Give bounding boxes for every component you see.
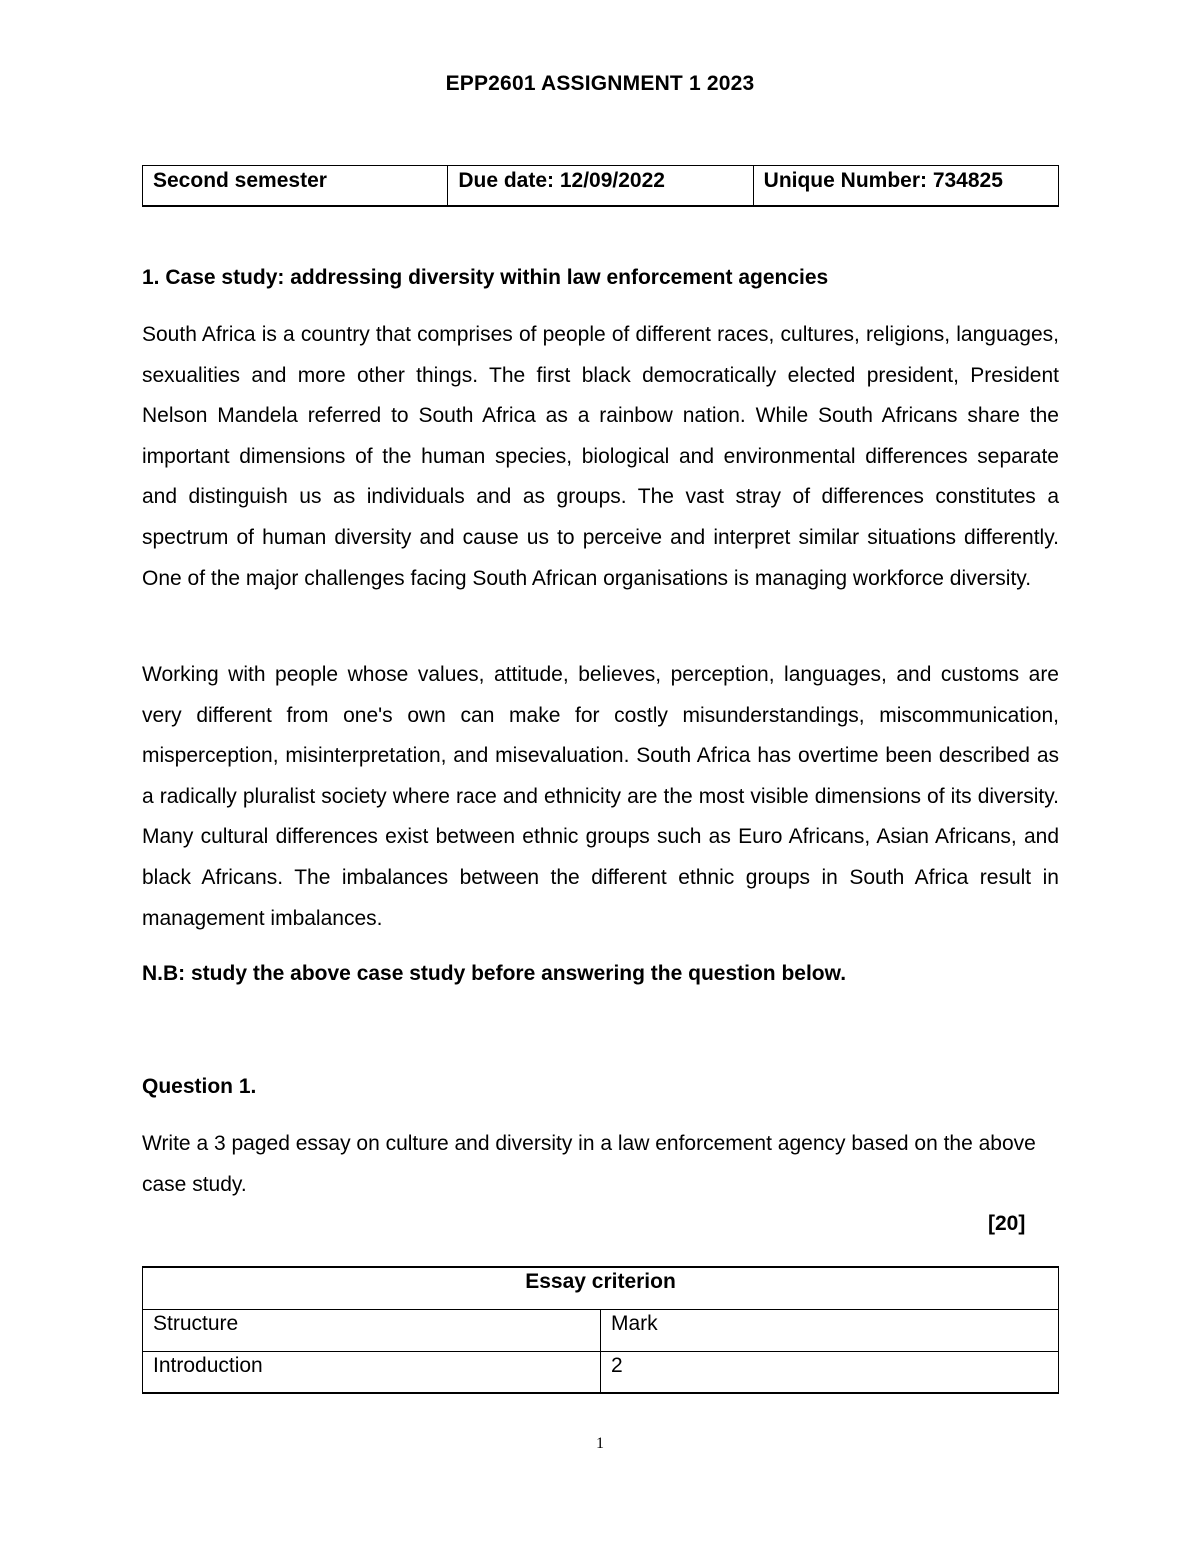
case-study-paragraph-1: South Africa is a country that comprises of people of different races, cultures, religions, languages, sexualities and more other things. The first black democratically elected president, President Nelson Mandela referred to South Africa as a rainbow nation. While South Africans share the important dimensions of the human species, biological and environmental differences separate and distinguish us as individuals and as groups. The vast stray of differences constitutes a spectrum of human diversity and cause us to perceive and interpret similar situations differently. One of the major challenges facing South African organisations is managing workforce diversity. (142, 323, 1059, 590)
assignment-info-table (142, 165, 1059, 207)
case-study-note: N.B: study the above case study before answering the question below. (142, 962, 847, 985)
document-title: EPP2601 ASSIGNMENT 1 2023 (445, 72, 755, 95)
question-text: Write a 3 paged essay on culture and diversity in a law enforcement agency based on the above case study. (142, 1132, 1036, 1196)
criterion-title-row (143, 1267, 1059, 1309)
semester-cell: Second semester (143, 166, 448, 206)
question-heading: Question 1. (142, 1075, 257, 1098)
page-number: 1 (596, 1435, 604, 1452)
criterion-mark-cell: 2 (601, 1351, 1059, 1393)
essay-criterion-table (142, 1266, 1059, 1394)
unique-number-cell: Unique Number: 734825 (753, 166, 1058, 206)
question-marks: [20] (988, 1212, 1026, 1235)
criterion-table-title: Essay criterion (143, 1267, 1059, 1309)
case-study-paragraph-2: Working with people whose values, attitude, believes, perception, languages, and customs are very different from one's own can make for costly misunderstandings, miscommunication, misperception, misinterpretation, and misevaluation. South Africa has overtime been described as a radically pluralist society where race and ethnicity are the most visible dimensions of its diversity. Many cultural differences exist between ethnic groups such as Euro Africans, Asian Africans, and black Africans. The imbalances between the different ethnic groups in South Africa result in management imbalances. (142, 663, 1059, 930)
due-date-cell: Due date: 12/09/2022 (448, 166, 753, 206)
criterion-item-cell: Introduction (143, 1351, 601, 1393)
criterion-header-row (143, 1309, 1059, 1351)
structure-header-cell: Structure (143, 1309, 601, 1351)
mark-header-cell: Mark (601, 1309, 1059, 1351)
table-row (143, 1351, 1059, 1393)
info-row (143, 166, 1059, 206)
case-study-heading: 1. Case study: addressing diversity within law enforcement agencies (142, 266, 829, 289)
